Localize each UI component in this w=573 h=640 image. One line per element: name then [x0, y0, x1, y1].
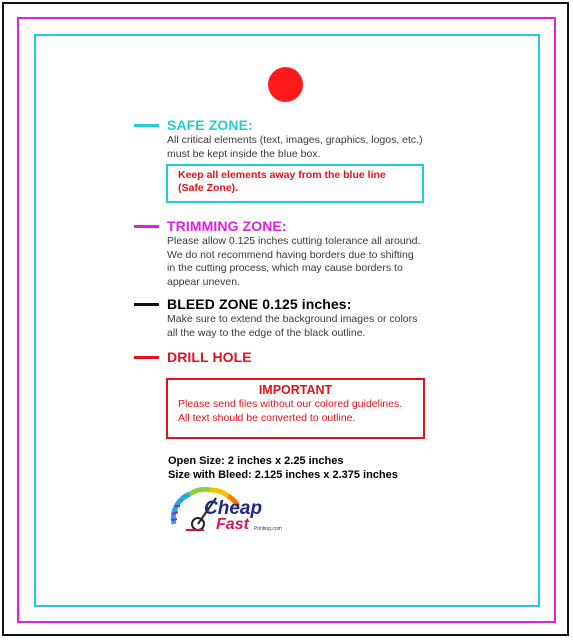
trimming-zone-line: appear uneven. — [167, 275, 240, 288]
logo-word-cheap: Cheap — [204, 498, 263, 519]
safe-zone-line: All critical elements (text, images, graphics, logos, etc.) — [167, 134, 423, 146]
bleed-zone-line: Make sure to extend the background images or colors — [167, 313, 418, 325]
safe-notice-line: (Safe Zone). — [178, 182, 239, 194]
important-line: All text should be converted to outline. — [178, 411, 356, 424]
logo-tagline: Printing.com — [254, 526, 282, 532]
bleed-zone-line: all the way to the edge of the black outline. — [167, 326, 366, 339]
bleed-size: Size with Bleed: 2.125 inches x 2.375 inches — [168, 469, 398, 481]
important-notice — [166, 378, 425, 439]
safe-zone-description — [167, 134, 423, 161]
safe-zone-swatch — [134, 124, 159, 127]
drill-hole-title: DRILL HOLE — [167, 349, 252, 365]
trimming-zone-description — [167, 235, 420, 289]
safe-zone-notice — [166, 164, 424, 203]
trimming-zone-line: We do not recommend having borders due to shifting — [167, 248, 414, 261]
cheap-fast-printing-logo — [166, 484, 296, 538]
open-size: Open Size: 2 inches x 2.25 inches — [168, 455, 344, 467]
drill-hole-swatch — [134, 356, 159, 359]
logo-word-fast: Fast — [216, 516, 249, 533]
trimming-zone-line: in the cutting process, which may cause borders to — [167, 262, 403, 274]
bleed-zone-description — [167, 313, 417, 340]
drill-hole-marker — [268, 67, 303, 102]
trimming-zone-swatch — [134, 225, 159, 228]
trimming-zone-title: TRIMMING ZONE: — [167, 218, 287, 234]
safe-zone-line: must be kept inside the blue box. — [167, 147, 321, 160]
trimming-zone-line: Please allow 0.125 inches cutting tolerance all around. — [167, 235, 421, 247]
important-line: Please send files without our colored guidelines. — [178, 398, 403, 410]
safe-notice-line: Keep all elements away from the blue line — [178, 169, 386, 181]
safe-zone-title: SAFE ZONE: — [167, 117, 253, 133]
important-title: IMPORTANT — [258, 383, 333, 397]
bleed-zone-swatch — [134, 303, 159, 306]
bleed-zone-title: BLEED ZONE 0.125 inches: — [167, 296, 352, 312]
